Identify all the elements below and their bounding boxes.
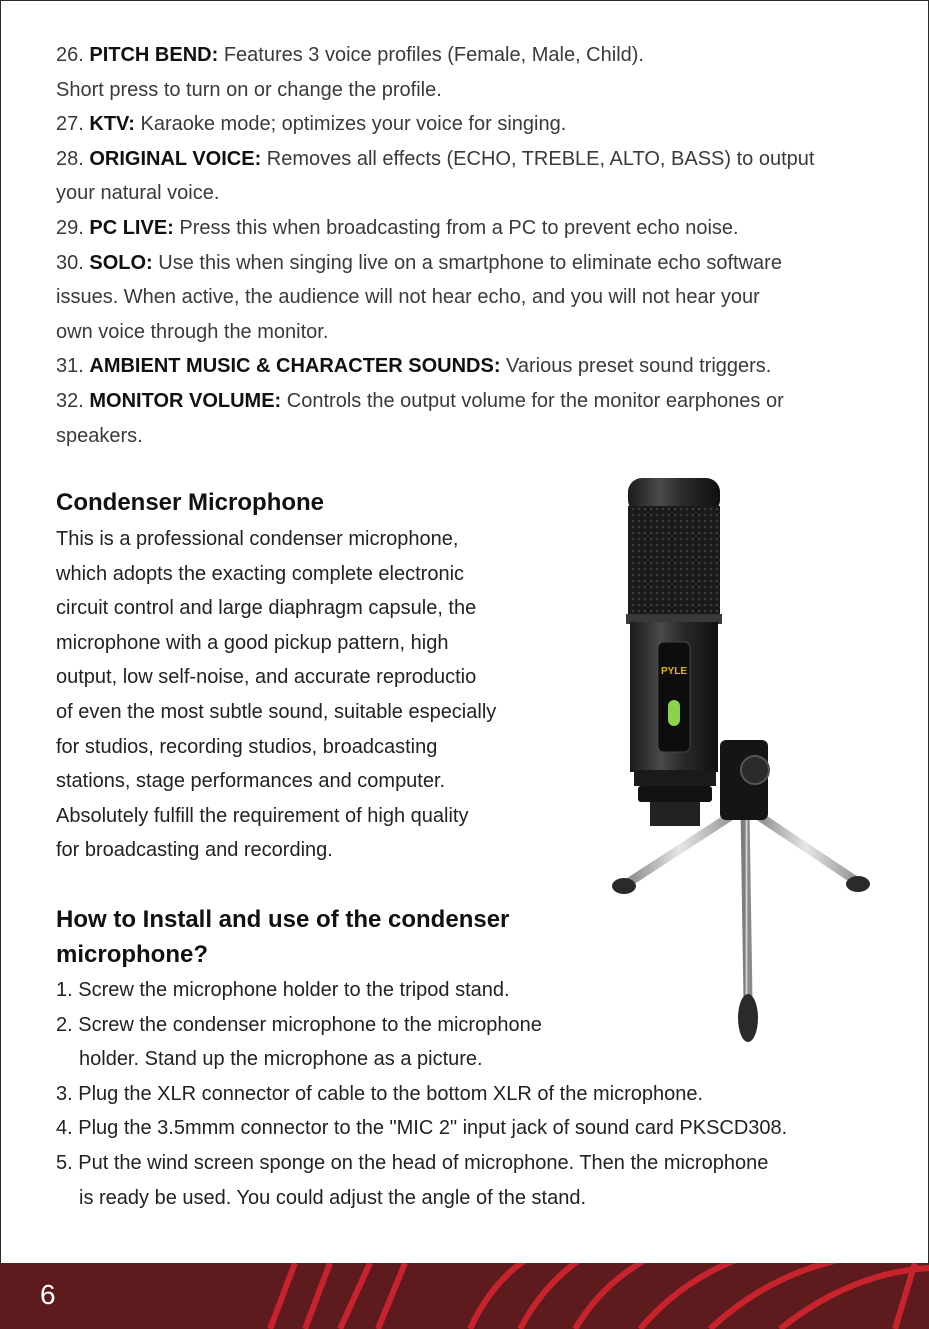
microphone-image	[600, 470, 880, 1050]
step-item: 5. Put the wind screen sponge on the head of microphone. Then the microphone	[56, 1151, 769, 1174]
item-keyword: AMBIENT MUSIC & CHARACTER SOUNDS:	[89, 355, 501, 378]
item-keyword: SOLO:	[89, 251, 153, 274]
control-list	[56, 38, 886, 453]
paragraph-line: for broadcasting and recording.	[56, 839, 333, 862]
step-item: 2. Screw the condenser microphone to the microphone	[56, 1013, 542, 1036]
section-paragraph	[56, 522, 576, 868]
paragraph-line: Absolutely fulfill the requirement of high quality	[56, 804, 469, 827]
item-description: Removes all effects (ECHO, TREBLE, ALTO, BASS) to output	[261, 147, 815, 170]
brand-logo: PYLE	[660, 666, 688, 677]
item-continuation: own voice through the monitor.	[56, 320, 329, 343]
item-number: 32.	[56, 389, 84, 412]
list-item	[56, 107, 886, 142]
item-number: 31.	[56, 355, 84, 378]
list-item	[56, 349, 886, 384]
list-item	[56, 384, 886, 419]
step-item: 1. Screw the microphone holder to the tripod stand.	[56, 979, 510, 1001]
section-title-condenser-microphone: Condenser Microphone	[56, 489, 325, 516]
item-number: 27.	[56, 113, 84, 136]
item-number: 28.	[56, 147, 84, 170]
paragraph-line: of even the most subtle sound, suitable especially	[56, 700, 497, 723]
item-description: Various preset sound triggers.	[500, 355, 772, 378]
item-continuation: speakers.	[56, 424, 143, 447]
list-item	[56, 38, 886, 73]
item-description: Features 3 voice profiles (Female, Male, Child).	[218, 44, 644, 66]
paragraph-line: circuit control and large diaphragm capsule, the	[56, 597, 477, 620]
list-item	[56, 142, 886, 177]
list-item	[56, 246, 886, 281]
paragraph-line: stations, stage performances and computer.	[56, 770, 446, 793]
footer-bar	[0, 1263, 929, 1329]
footer-decoration	[0, 1263, 929, 1329]
item-number: 26.	[56, 44, 84, 66]
paragraph-line: microphone with a good pickup pattern, high	[56, 631, 449, 654]
item-keyword: ORIGINAL VOICE:	[89, 147, 262, 170]
item-description: Controls the output volume for the monitor earphones or	[281, 389, 784, 412]
item-keyword: KTV:	[89, 113, 135, 136]
item-continuation: Short press to turn on or change the profile.	[56, 78, 442, 101]
item-keyword: MONITOR VOLUME:	[89, 389, 282, 412]
item-keyword: PITCH BEND:	[89, 44, 219, 66]
step-continuation: is ready be used. You could adjust the angle of the stand.	[79, 1186, 587, 1209]
step-item: 3. Plug the XLR connector of cable to the bottom XLR of the microphone.	[56, 1082, 704, 1105]
paragraph-line: which adopts the exacting complete electronic	[56, 562, 465, 585]
item-number: 30.	[56, 251, 84, 274]
section-title-install-line1: How to Install and use of the condenser	[56, 906, 510, 933]
item-description: Use this when singing live on a smartphone to eliminate echo software	[152, 251, 782, 274]
paragraph-line: output, low self-noise, and accurate reproductio	[56, 666, 477, 689]
item-description: Karaoke mode; optimizes your voice for singing.	[134, 113, 567, 136]
item-continuation: your natural voice.	[56, 182, 220, 205]
paragraph-line: for studios, recording studios, broadcasting	[56, 735, 438, 758]
step-item: 4. Plug the 3.5mmm connector to the "MIC 2" input jack of sound card PKSCD308.	[56, 1117, 788, 1140]
item-number: 29.	[56, 216, 84, 239]
step-continuation: holder. Stand up the microphone as a picture.	[79, 1048, 483, 1071]
section-title-install-line2: microphone?	[56, 941, 209, 968]
item-continuation: issues. When active, the audience will not hear echo, and you will not hear your	[56, 286, 760, 309]
paragraph-line: This is a professional condenser microphone,	[56, 528, 459, 550]
item-keyword: PC LIVE:	[89, 216, 174, 239]
list-item	[56, 211, 886, 246]
item-description: Press this when broadcasting from a PC to prevent echo noise.	[173, 216, 739, 239]
page-number: 6	[40, 1279, 56, 1310]
